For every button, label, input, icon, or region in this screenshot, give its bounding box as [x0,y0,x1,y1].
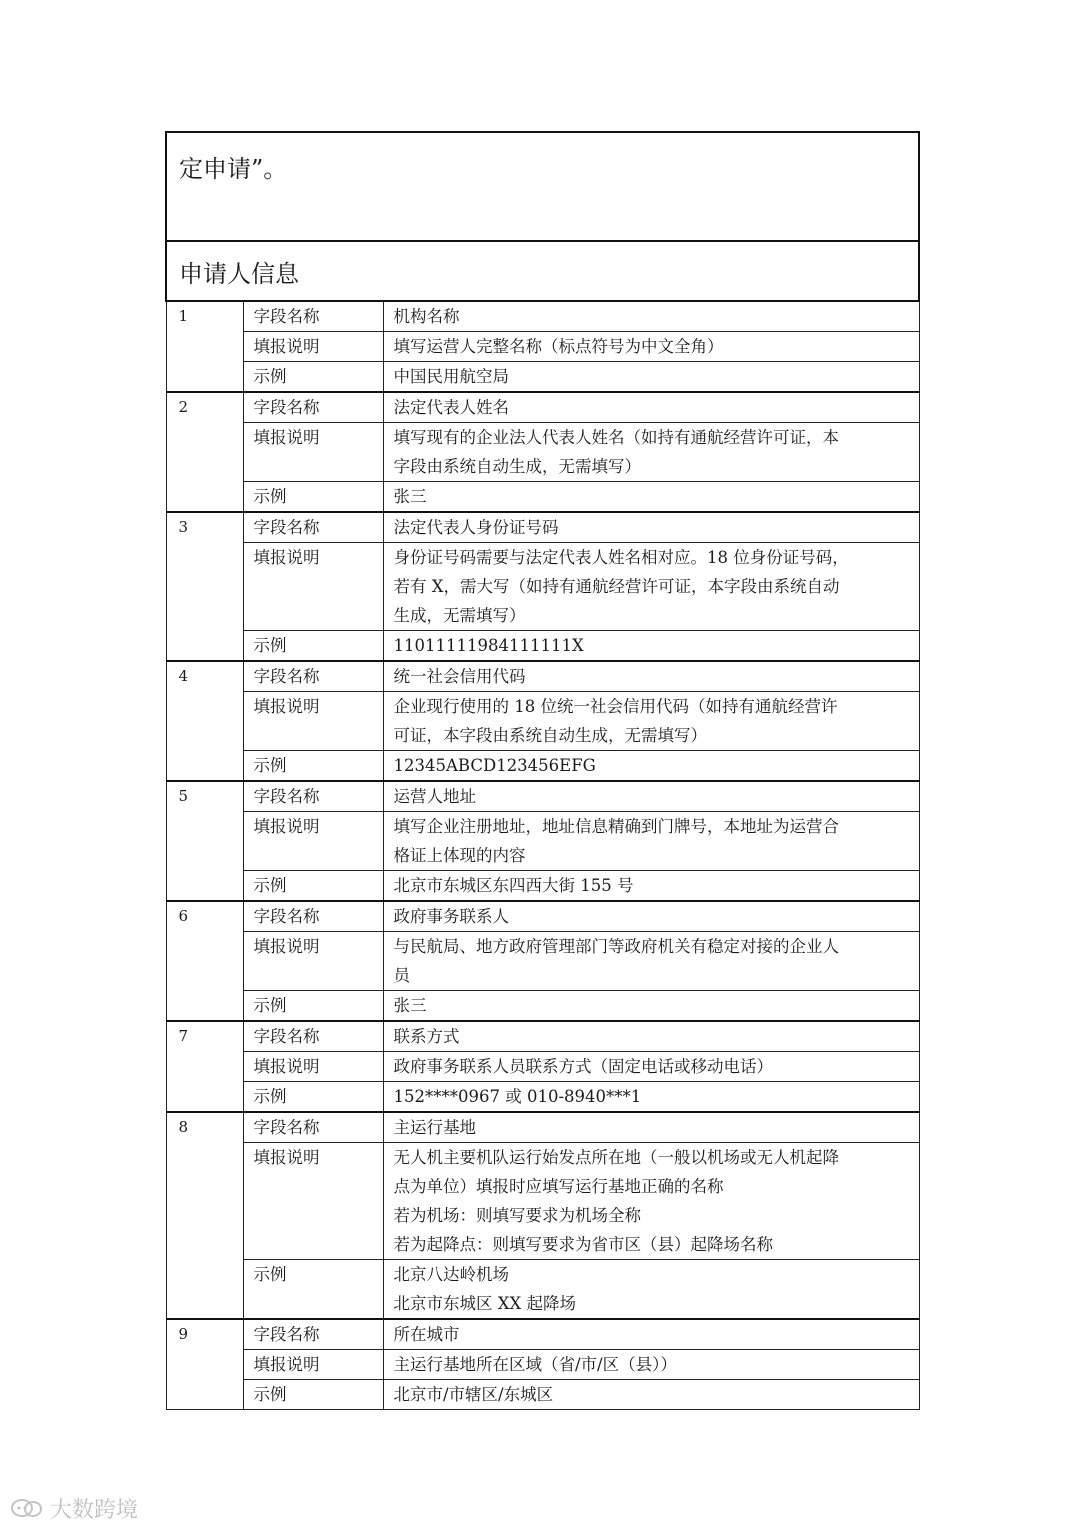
value-line: 填写运营人完整名称（标点符号为中文全角） [393,337,724,356]
value-line: 生成，无需填写） [393,606,526,625]
field-value [383,661,919,692]
value-line: 若为起降点：则填写要求为省市区（县）起降场名称 [393,1235,773,1254]
value-line: 填写企业注册地址，地址信息精确到门牌号，本地址为运营合 [393,817,839,836]
value-line: 无人机主要机队运行始发点所在地（一般以机场或无人机起降 [393,1148,839,1167]
field-value [383,392,919,423]
value-line: 联系方式 [393,1027,460,1046]
table-row [166,812,919,871]
field-label: 示例 [243,631,383,662]
table-row [166,1082,919,1113]
field-value [383,631,919,662]
value-line: 所在城市 [393,1325,460,1344]
field-label: 字段名称 [243,301,383,332]
table-row [166,1021,919,1052]
field-label: 字段名称 [243,1319,383,1350]
field-value [383,932,919,991]
field-number: 7 [166,1021,243,1112]
field-value [383,1021,919,1052]
table-row [166,362,919,393]
field-label: 字段名称 [243,1021,383,1052]
value-line: 中国民用航空局 [393,367,509,386]
table-row [166,1319,919,1350]
table-row [166,1052,919,1082]
value-line: 与民航局、地方政府管理部门等政府机关有稳定对接的企业人 [393,937,839,956]
table-row [166,332,919,362]
value-line: 身份证号码需要与法定代表人姓名相对应。18 位身份证号码， [393,548,849,567]
field-label: 字段名称 [243,661,383,692]
field-label: 填报说明 [243,812,383,871]
value-line: 格证上体现的内容 [393,846,526,865]
field-label: 填报说明 [243,543,383,631]
field-value [383,1350,919,1380]
value-line: 可证，本字段由系统自动生成，无需填写） [393,726,707,745]
table-row [166,871,919,902]
speech-bubble-logo-icon [10,1497,44,1521]
value-line: 企业现行使用的 18 位统一社会信用代码（如持有通航经营许 [393,697,838,716]
value-line: 北京市/市辖区/东城区 [393,1385,554,1404]
field-label: 字段名称 [243,1112,383,1143]
value-line: 张三 [393,487,427,506]
field-label: 填报说明 [243,1350,383,1380]
value-line: 统一社会信用代码 [393,667,526,686]
value-line: 12345ABCD123456EFG [393,756,596,775]
table-row [166,392,919,423]
field-label: 示例 [243,1380,383,1410]
table-row [166,1350,919,1380]
value-line: 北京市东城区东四西大街 155 号 [393,876,634,895]
table-row [166,692,919,751]
field-label: 示例 [243,362,383,393]
value-line: 主运行基地 [393,1118,476,1137]
value-line: 机构名称 [393,307,460,326]
table-row [166,512,919,543]
table-row [166,1143,919,1260]
field-number: 9 [166,1319,243,1410]
field-value [383,901,919,932]
section-title: 申请人信息 [166,241,919,301]
field-label: 字段名称 [243,512,383,543]
field-number: 6 [166,901,243,1021]
table-row [166,482,919,513]
field-value [383,512,919,543]
table-row [166,991,919,1022]
field-number: 1 [166,301,243,392]
field-label: 填报说明 [243,423,383,482]
table-row [166,301,919,332]
field-label: 填报说明 [243,332,383,362]
field-label: 示例 [243,751,383,782]
value-line: 字段由系统自动生成，无需填写） [393,457,641,476]
field-value [383,692,919,751]
field-value [383,1112,919,1143]
value-line: 填写现有的企业法人代表人姓名（如持有通航经营许可证，本 [393,428,839,447]
table-row [166,423,919,482]
value-line: 运营人地址 [393,787,476,806]
field-label: 字段名称 [243,901,383,932]
field-value [383,871,919,902]
value-line: 点为单位）填报时应填写运行基地正确的名称 [393,1177,724,1196]
field-number: 3 [166,512,243,661]
field-value [383,423,919,482]
table-row [166,751,919,782]
value-line: 北京八达岭机场 [393,1265,509,1284]
watermark [10,1493,138,1524]
field-label: 示例 [243,482,383,513]
field-value [383,482,919,513]
value-line: 张三 [393,996,427,1015]
value-line: 政府事务联系人员联系方式（固定电话或移动电话） [393,1057,773,1076]
field-label: 示例 [243,991,383,1022]
table-row [166,661,919,692]
field-value [383,543,919,631]
value-line: 11011111984111111X [393,636,584,655]
field-value [383,332,919,362]
field-number: 8 [166,1112,243,1319]
document-page [165,131,918,1410]
field-label: 填报说明 [243,932,383,991]
table-row [166,1380,919,1410]
field-value [383,751,919,782]
table-row [166,631,919,662]
field-number: 4 [166,661,243,781]
value-line: 若有 X，需大写（如持有通航经营许可证，本字段由系统自动 [393,577,840,596]
value-line: 若为机场：则填写要求为机场全称 [393,1206,641,1225]
field-value [383,1319,919,1350]
field-label: 示例 [243,1260,383,1320]
field-number: 2 [166,392,243,512]
value-line: 法定代表人身份证号码 [393,518,559,537]
value-line: 法定代表人姓名 [393,398,509,417]
field-value [383,781,919,812]
value-line: 152****0967 或 010-8940***1 [393,1087,642,1106]
watermark-text: 大数跨境 [50,1498,139,1523]
value-line: 主运行基地所在区域（省/市/区（县）） [393,1355,677,1374]
value-line: 北京市东城区 XX 起降场 [393,1294,576,1313]
field-value [383,1260,919,1320]
table-row [166,932,919,991]
field-label: 示例 [243,871,383,902]
table-row [166,1260,919,1320]
table-row [166,1112,919,1143]
field-value [383,301,919,332]
field-value [383,812,919,871]
field-value [383,1143,919,1260]
field-value [383,1052,919,1082]
table-row [166,901,919,932]
field-label: 填报说明 [243,1052,383,1082]
field-value [383,1380,919,1410]
value-line: 政府事务联系人 [393,907,509,926]
table-row [166,543,919,631]
continuation-text: 定申请”。 [166,132,919,241]
field-label: 填报说明 [243,1143,383,1260]
field-label: 字段名称 [243,781,383,812]
value-line: 员 [393,966,410,985]
field-label: 示例 [243,1082,383,1113]
field-number: 5 [166,781,243,901]
field-label: 字段名称 [243,392,383,423]
applicant-info-table [165,131,920,1410]
table-row [166,781,919,812]
field-value [383,1082,919,1113]
field-value [383,362,919,393]
field-value [383,991,919,1022]
field-label: 填报说明 [243,692,383,751]
